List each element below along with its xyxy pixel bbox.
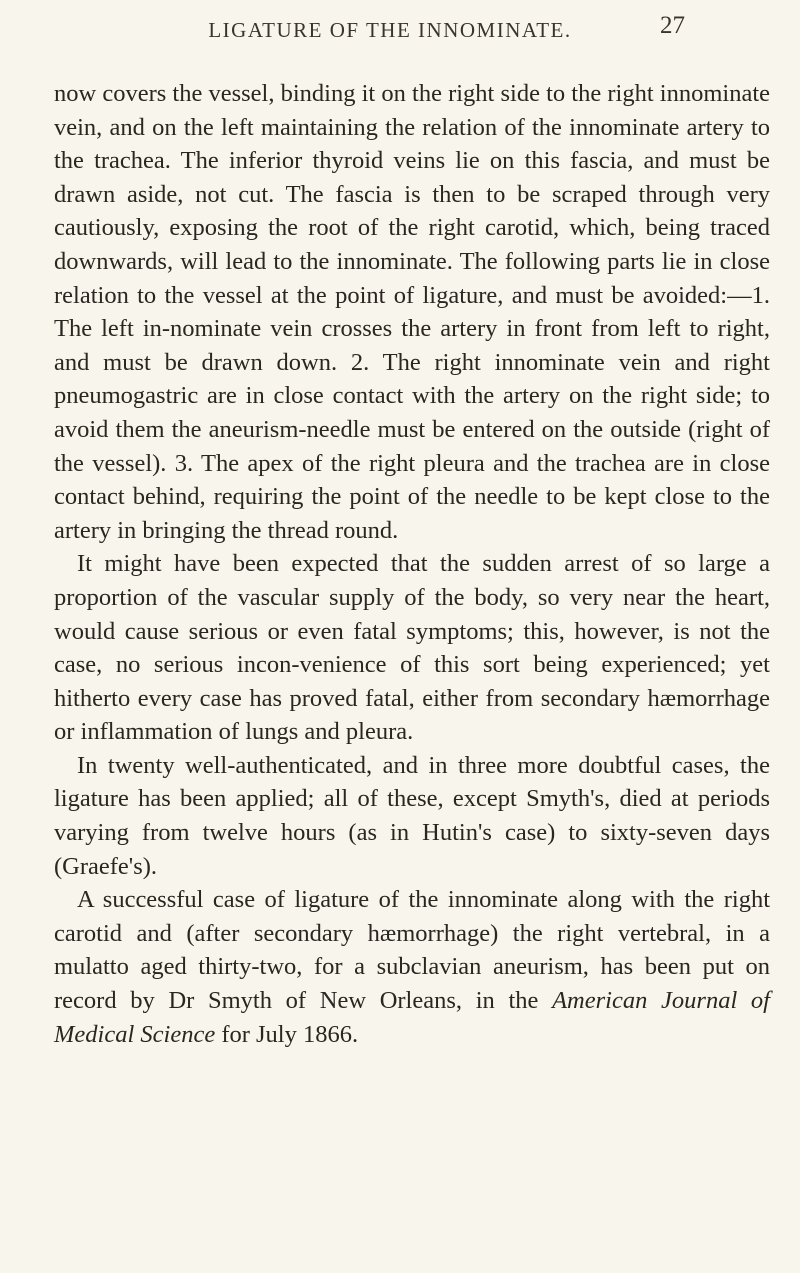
journal-title: American Journal of Medical Science (54, 987, 770, 1048)
paragraph-cases: In twenty well-authenticated, and in three more doubtful cases, the ligature has been applied; all of these, except Smyth's, died at periods varying from twelve hours (as in Hutin's case) to sixty-seven days (Graefe's). (54, 751, 770, 880)
paragraph-symptoms: It might have been expected that the sudden arrest of so large a proportion of the vascular supply of the body, so very near the heart, would cause serious or even fatal symptoms; this, however, is not the case, no serious incon-venience of this sort being experienced; yet hitherto every case has proved fatal, either from secondary hæmorrhage or inflammation of lungs and pleura. (54, 550, 770, 746)
body-text (54, 77, 770, 1051)
successful-case-text: A successful case of ligature of the innominate along with the right carotid and (after secondary hæmorrhage) the right vertebral, in a mulatto aged thirty-two, for a subclavian aneurism, has been put on record by Dr Smyth of New Orleans, in the (54, 886, 770, 1015)
page-number: 27 (660, 12, 685, 39)
paragraph-successful-case (54, 883, 770, 1051)
running-title: LIGATURE OF THE INNOMINATE. (208, 18, 572, 42)
successful-case-date: for July 1866. (215, 1020, 359, 1048)
paragraph-continuation: now covers the vessel, binding it on the right side to the right innominate vein, and on the left maintaining the relation of the innominate artery to the trachea. The inferior thyroid veins lie on this fascia, and must be drawn aside, not cut. The fascia is then to be scraped through very cautiously, exposing the root of the right carotid, which, being traced downwards, will lead to the innominate. The following parts lie in close relation to the vessel at the point of ligature, and must be avoided:—1. The left in-nominate vein crosses the artery in front from left to right, and must be drawn down. 2. The right innominate vein and right pneumogastric are in close contact with the artery on the right side; to avoid them the aneurism-needle must be entered on the outside (right of the vessel). 3. The apex of the right pleura and the trachea are in close contact behind, requiring the point of the needle to be kept close to the artery in bringing the thread round. (54, 80, 770, 544)
